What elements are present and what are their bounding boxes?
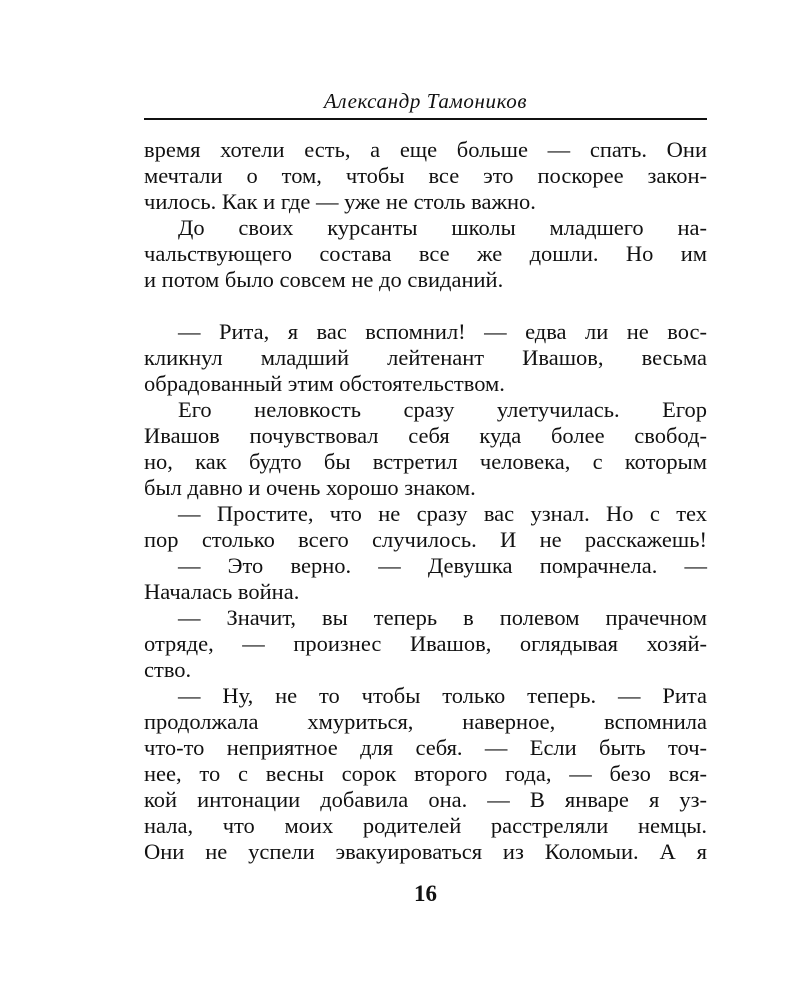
text-line: нала, что моих родителей расстреляли немцы.	[144, 813, 707, 838]
running-header-author: Александр Тамоников	[323, 89, 528, 113]
text-line: — Простите, что не сразу вас узнал. Но с тех	[178, 501, 707, 526]
text-line: — Рита, я вас вспомнил! — едва ли не вос-	[178, 319, 707, 344]
text-line: обрадованный этим обстоятельством.	[144, 371, 505, 396]
text-line: Ивашов почувствовал себя куда более свобод-	[144, 423, 707, 448]
text-line: чальствующего состава все же дошли. Но им	[144, 241, 707, 266]
text-line: — Значит, вы теперь в полевом прачечном	[178, 605, 707, 630]
text-line: продолжала хмуриться, наверное, вспомнила	[144, 709, 707, 734]
text-line: отряде, — произнес Ивашов, оглядывая хозяй-	[144, 631, 707, 656]
header-rule	[144, 118, 707, 120]
text-line: Его неловкость сразу улетучилась. Егор	[178, 397, 707, 422]
text-line: был давно и очень хорошо знаком.	[144, 475, 476, 500]
page-number: 16	[414, 881, 437, 906]
text-line: что-то неприятное для себя. — Если быть точ-	[144, 735, 707, 760]
body-text	[144, 137, 707, 865]
text-line: и потом было совсем не до свиданий.	[144, 267, 504, 292]
text-line: кой интонации добавила она. — В январе я уз-	[144, 787, 707, 812]
text-line: кликнул младший лейтенант Ивашов, весьма	[144, 345, 707, 370]
text-line: пор столько всего случилось. И не расскажешь!	[144, 527, 707, 552]
text-line: нее, то с весны сорок второго года, — безо вся-	[144, 761, 707, 786]
text-line: мечтали о том, чтобы все это поскорее закон-	[144, 163, 707, 188]
text-line: время хотели есть, а еще больше — спать. Они	[144, 137, 707, 162]
section-break	[144, 293, 707, 319]
text-line: До своих курсанты школы младшего на-	[178, 215, 707, 240]
text-line: — Это верно. — Девушка помрачнела. —	[178, 553, 707, 578]
text-line: ство.	[144, 657, 192, 682]
text-line: — Ну, не то чтобы только теперь. — Рита	[178, 683, 707, 708]
text-line: чилось. Как и где — уже не столь важно.	[144, 189, 536, 214]
text-line: Началась война.	[144, 579, 300, 604]
text-line: Они не успели эвакуироваться из Коломыи. А я	[144, 839, 707, 864]
text-line: но, как будто бы встретил человека, с которым	[144, 449, 707, 474]
